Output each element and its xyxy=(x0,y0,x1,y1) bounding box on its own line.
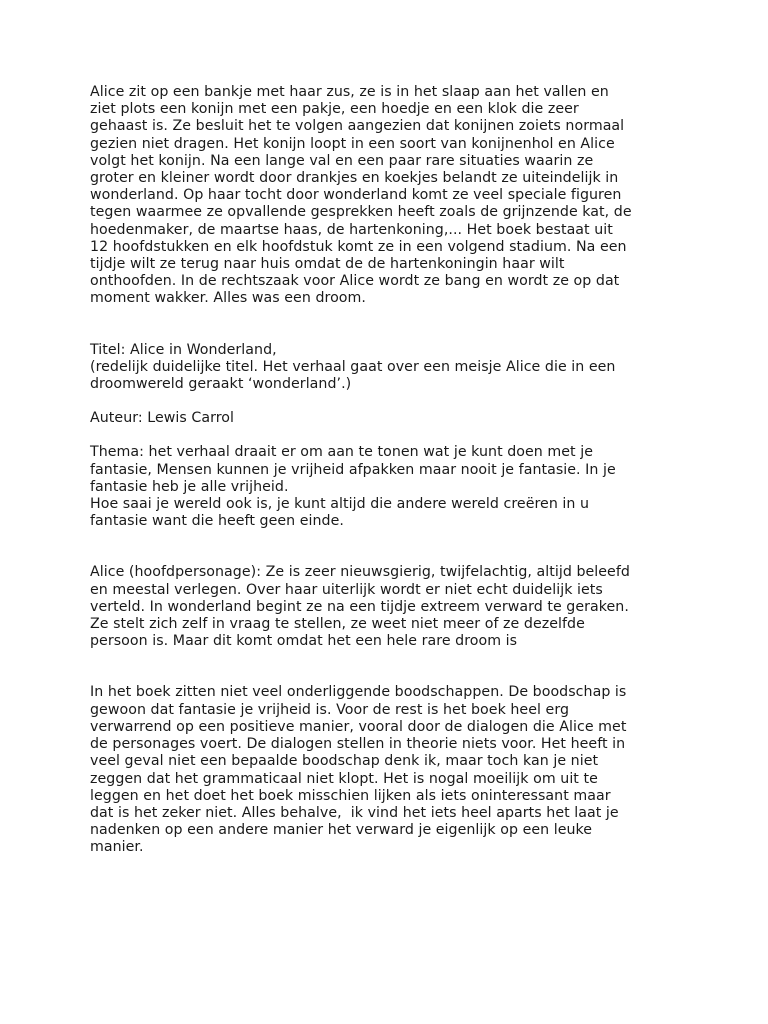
character-paragraph: Alice (hoofdpersonage): Ze is zeer nieuwsgierig, twijfelachtig, altijd beleefd en meestal verlegen. Over haar uiterlijk wordt er niet echt duidelijk iets verteld. In wonderland begint ze na een tijdje extreem verward te geraken. Ze stelt zich zelf in vraag te stellen, ze weet niet meer of ze dezelfde persoon is. Maar dit komt omdat het een hele rare droom is xyxy=(90,564,630,650)
document-body xyxy=(90,84,690,857)
spacer xyxy=(90,530,690,564)
spacer xyxy=(90,650,690,684)
title-paragraph: Titel: Alice in Wonderland, (redelijk duidelijke titel. Het verhaal gaat over een meisje Alice die in een droomwereld geraakt ‘wonderland’.) xyxy=(90,341,616,393)
spacer xyxy=(90,393,690,410)
author-paragraph: Auteur: Lewis Carrol xyxy=(90,410,235,427)
spacer xyxy=(90,427,690,444)
summary-paragraph: Alice zit op een bankje met haar zus, ze is in het slaap aan het vallen en ziet plots een konijn met een pakje, een hoedje en een klok die zeer gehaast is. Ze besluit het te volgen aangezien dat konijnen zoiets normaal gezien niet dragen. Het konijn loopt in een soort van konijnenhol en Alice volgt het konijn. Na een lange val en een paar rare situaties waarin ze groter en kleiner wordt door drankjes en koekjes belandt ze uiteindelijk in wonderland. Op haar tocht door wonderland komt ze veel speciale figuren tegen waarmee ze opvallende gesprekken heeft zoals de grijnzende kat, de hoedenmaker, de maartse haas, de hartenkoning,... Het boek bestaat uit 12 hoofdstukken en elk hoofdstuk komt ze in een volgend stadium. Na een tijdje wilt ze terug naar huis omdat de de hartenkoningin haar wilt onthoofden. In de rechtszaak voor Alice wordt ze bang en wordt ze op dat moment wakker. Alles was een droom. xyxy=(90,84,632,307)
theme-paragraph: Thema: het verhaal draait er om aan te tonen wat je kunt doen met je fantasie, Mensen kunnen je vrijheid afpakken maar nooit je fantasie. In je fantasie heb je alle vrijheid. Hoe saai je wereld ook is, je kunt altijd die andere wereld creëren in u fantasie want die heeft geen einde. xyxy=(90,444,616,530)
opinion-paragraph: In het boek zitten niet veel onderliggende boodschappen. De boodschap is gewoon dat fantasie je vrijheid is. Voor de rest is het boek heel erg verwarrend op een positieve manier, vooral door de dialogen die Alice met de personages voert. De dialogen stellen in theorie niets voor. Het heeft in veel geval niet een bepaalde boodschap denk ik, maar toch kan je niet zeggen dat het grammaticaal niet klopt. Het is nogal moeilijk om uit te leggen en het doet het boek misschien lijken als iets oninteressant maar dat is het zeker niet. Alles behalve, ik vind het iets heel aparts het laat je nadenken op een andere manier het verward je eigenlijk op een leuke manier. xyxy=(90,684,627,856)
spacer xyxy=(90,308,690,342)
